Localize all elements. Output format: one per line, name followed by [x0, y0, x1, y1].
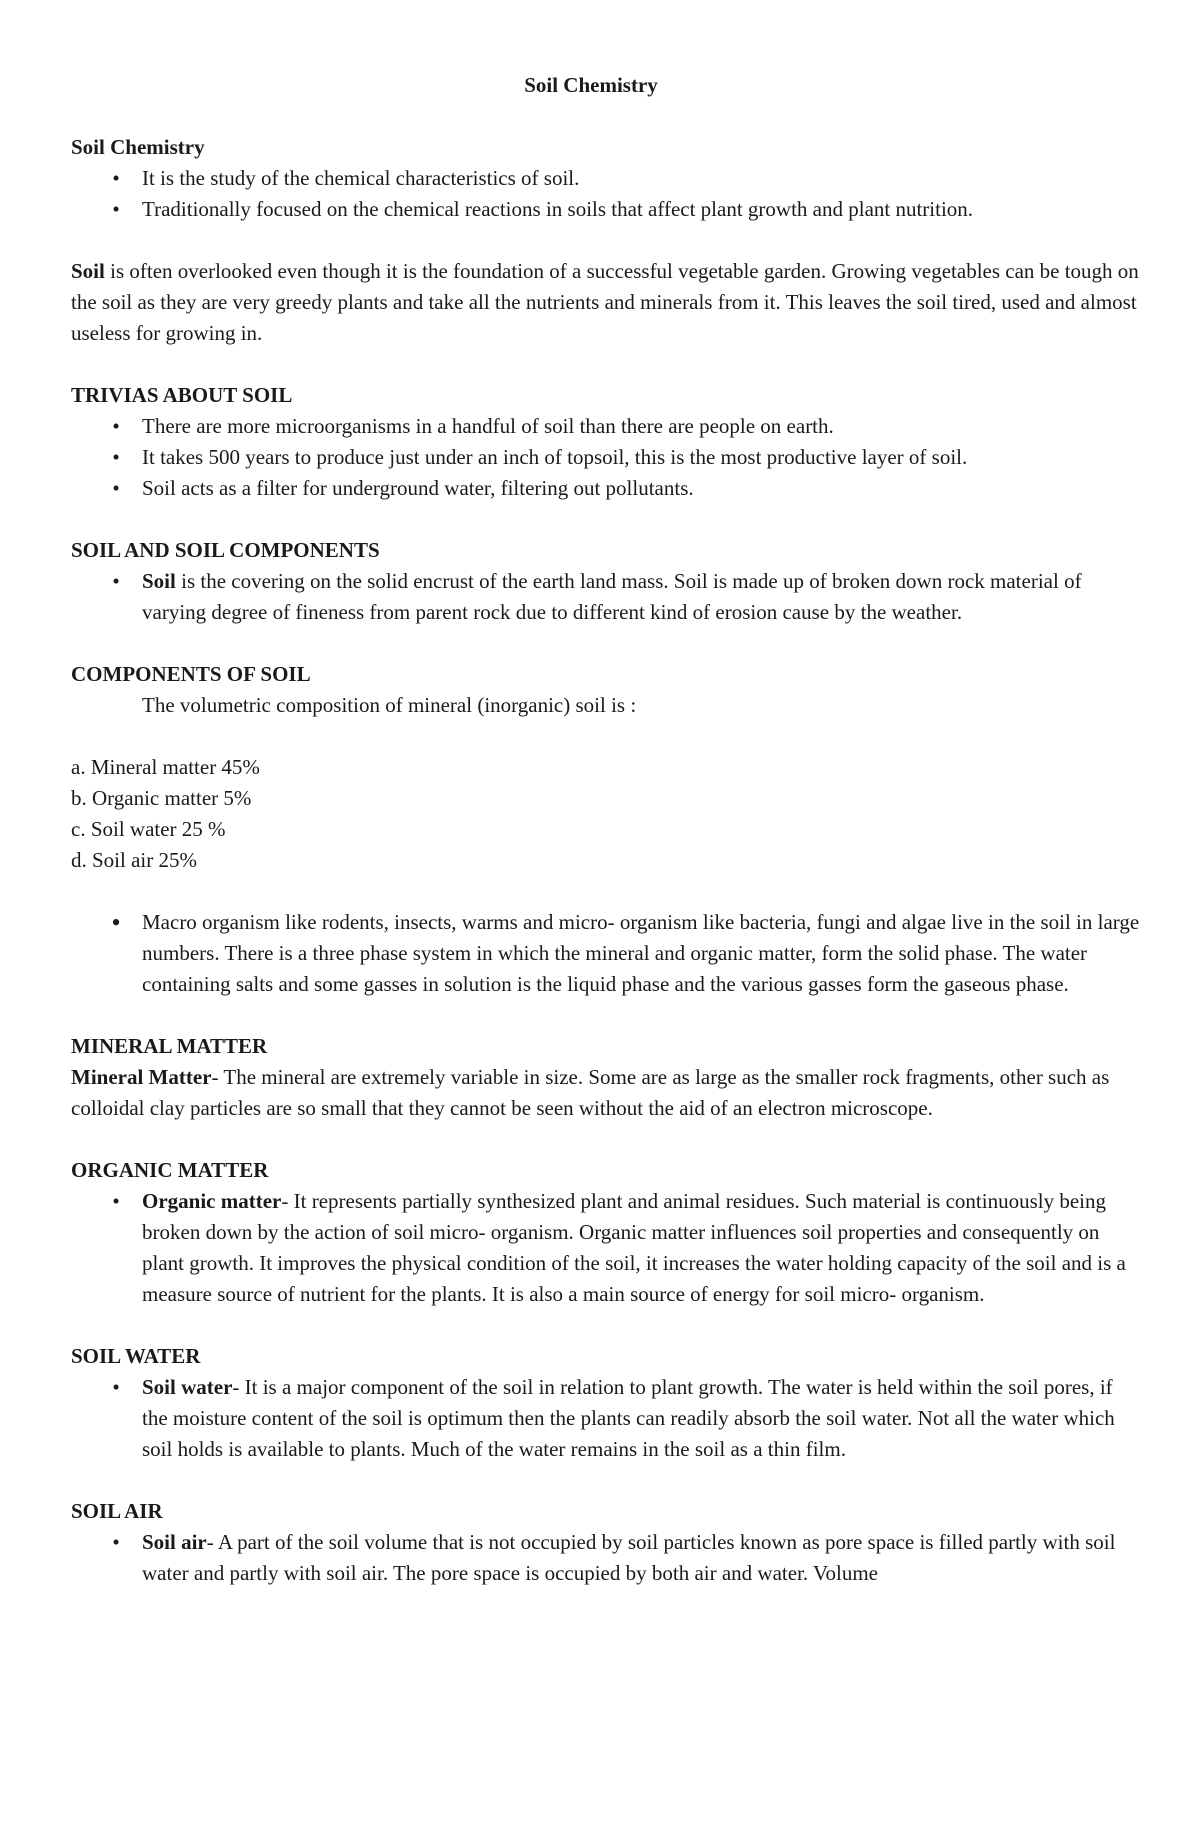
list-item — [71, 194, 1141, 225]
bullet-icon: • — [112, 414, 120, 438]
list-item — [71, 1527, 1141, 1589]
bold-lead: Organic matter — [142, 1189, 282, 1213]
components-item: d. Soil air 25% — [71, 848, 197, 872]
bold-lead: Soil water — [142, 1375, 233, 1399]
bullet-icon: • — [112, 445, 120, 469]
section-heading-components-of-soil: COMPONENTS OF SOIL — [71, 662, 311, 686]
section-heading-soil-chemistry: Soil Chemistry — [71, 135, 205, 159]
bullet-text: - A part of the soil volume that is not occupied by soil particles known as pore space is filled partly with soil water and partly with soil air. The pore space is occupied by both air and water. Volume — [142, 1530, 1116, 1585]
bullet-text: Soil acts as a filter for underground water, filtering out pollutants. — [142, 476, 694, 500]
document-page — [71, 70, 1141, 1589]
document-title: Soil Chemistry — [524, 73, 658, 97]
section-heading-trivias: TRIVIAS ABOUT SOIL — [71, 383, 293, 407]
list-item — [71, 1186, 1141, 1310]
list-item — [71, 566, 1141, 628]
bullet-text: Macro organism like rodents, insects, warms and micro- organism like bacteria, fungi and algae live in the soil in large numbers. There is a three phase system in which the mineral and organic matter, form the solid phase. The water containing salts and some gasses in solution is the liquid phase and the various gasses form the gaseous phase. — [142, 910, 1140, 996]
section-heading-soil-air: SOIL AIR — [71, 1499, 163, 1523]
section-heading-organic-matter: ORGANIC MATTER — [71, 1158, 269, 1182]
components-item: a. Mineral matter 45% — [71, 755, 260, 779]
components-item: b. Organic matter 5% — [71, 786, 252, 810]
trivias-bullet-list — [71, 411, 1141, 504]
bullet-icon: • — [112, 197, 120, 221]
list-item — [71, 907, 1141, 1000]
bold-lead: Mineral Matter — [71, 1065, 212, 1089]
bullet-text: - It is a major component of the soil in relation to plant growth. The water is held within the soil pores, if the moisture content of the soil is optimum then the plants can readily absorb the soil water. Not all the water which soil holds is available to plants. Much of the water remains in the soil as a thin film. — [142, 1375, 1115, 1461]
soil-air-bullet-list — [71, 1527, 1141, 1589]
soil-paragraph — [71, 256, 1141, 349]
components-intro: The volumetric composition of mineral (inorganic) soil is : — [142, 693, 637, 717]
paragraph-text: - The mineral are extremely variable in size. Some are as large as the smaller rock fragments, other such as colloidal clay particles are so small that they cannot be seen without the aid of an electron microscope. — [71, 1065, 1110, 1120]
bullet-text: - It represents partially synthesized plant and animal residues. Such material is continuously being broken down by the action of soil micro- organism. Organic matter influences soil properties and consequently on plant growth. It improves the physical condition of the soil, it increases the water holding capacity of the soil and is a measure source of nutrient for the plants. It is also a main source of energy for soil micro- organism. — [142, 1189, 1126, 1306]
intro-bullet-list — [71, 163, 1141, 225]
mineral-matter-paragraph — [71, 1062, 1141, 1124]
components-item: c. Soil water 25 % — [71, 817, 226, 841]
soil-components-bullet-list — [71, 566, 1141, 628]
bullet-icon: • — [112, 1530, 120, 1554]
bullet-text: There are more microorganisms in a handful of soil than there are people on earth. — [142, 414, 834, 438]
bullet-text: It is the study of the chemical characteristics of soil. — [142, 166, 580, 190]
section-heading-soil-and-soil-components: SOIL AND SOIL COMPONENTS — [71, 538, 380, 562]
bullet-icon: • — [112, 166, 120, 190]
paragraph-text: is often overlooked even though it is the foundation of a successful vegetable garden. Growing vegetables can be tough on the soil as they are very greedy plants and take all the nutrients and minerals from it. This leaves the soil tired, used and almost useless for growing in. — [71, 259, 1139, 345]
bold-lead: Soil air — [142, 1530, 207, 1554]
bullet-icon: • — [112, 476, 120, 500]
components-bullet-list — [71, 907, 1141, 1000]
organic-matter-bullet-list — [71, 1186, 1141, 1310]
bullet-icon: • — [111, 908, 121, 937]
bullet-text: It takes 500 years to produce just under an inch of topsoil, this is the most productive layer of soil. — [142, 445, 968, 469]
list-item — [71, 411, 1141, 442]
list-item — [71, 163, 1141, 194]
bullet-icon: • — [112, 1375, 120, 1399]
bullet-text: Traditionally focused on the chemical reactions in soils that affect plant growth and plant nutrition. — [142, 197, 974, 221]
bold-lead: Soil — [71, 259, 105, 283]
bold-lead: Soil — [142, 569, 176, 593]
section-heading-mineral-matter: MINERAL MATTER — [71, 1034, 268, 1058]
bullet-icon: • — [112, 1189, 120, 1213]
soil-water-bullet-list — [71, 1372, 1141, 1465]
bullet-text: is the covering on the solid encrust of the earth land mass. Soil is made up of broken down rock material of varying degree of fineness from parent rock due to different kind of erosion cause by the weather. — [142, 569, 1082, 624]
section-heading-soil-water: SOIL WATER — [71, 1344, 201, 1368]
bullet-icon: • — [112, 569, 120, 593]
list-item — [71, 442, 1141, 473]
list-item — [71, 473, 1141, 504]
list-item — [71, 1372, 1141, 1465]
